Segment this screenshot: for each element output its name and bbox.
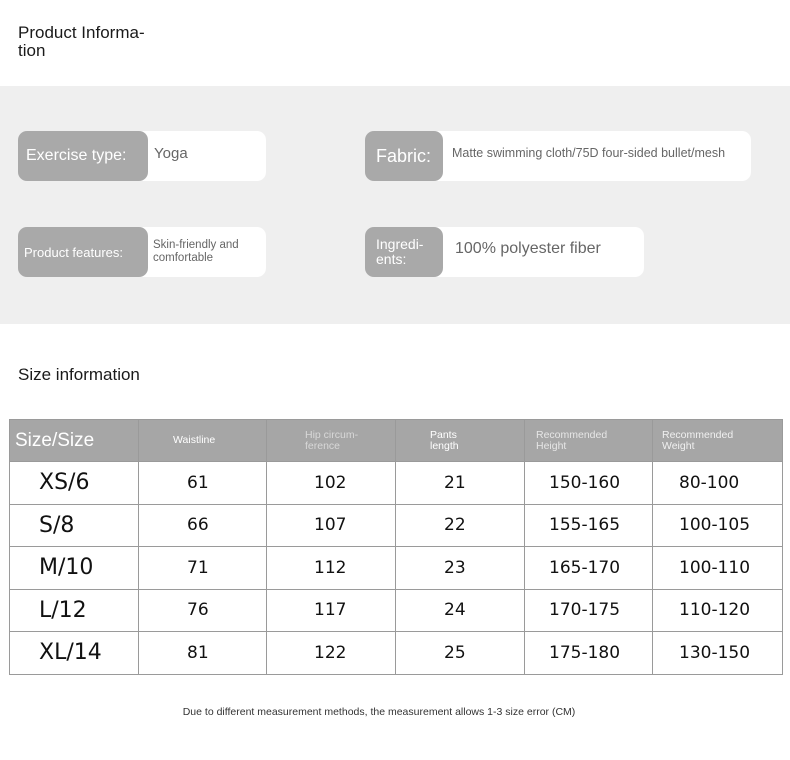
hip-cell: 117 xyxy=(267,589,396,632)
exercise-type-field xyxy=(18,131,266,181)
weight-cell: 110-120 xyxy=(653,589,783,632)
height-cell: 150-160 xyxy=(525,462,653,505)
pants-length-cell: 25 xyxy=(396,632,525,675)
table-row xyxy=(10,462,783,505)
fabric-field xyxy=(365,131,751,181)
size-cell: S/8 xyxy=(10,504,139,547)
recommended-height-header: Recommended Height xyxy=(525,420,653,462)
weight-cell: 80-100 xyxy=(653,462,783,505)
weight-cell: 100-105 xyxy=(653,504,783,547)
hip-cell: 102 xyxy=(267,462,396,505)
size-cell: M/10 xyxy=(10,547,139,590)
product-features-field xyxy=(18,227,266,277)
pants-length-cell: 24 xyxy=(396,589,525,632)
pants-length-cell: 23 xyxy=(396,547,525,590)
size-cell: L/12 xyxy=(10,589,139,632)
table-row xyxy=(10,632,783,675)
weight-cell: 130-150 xyxy=(653,632,783,675)
table-row xyxy=(10,589,783,632)
size-cell: XL/14 xyxy=(10,632,139,675)
waistline-cell: 81 xyxy=(139,632,267,675)
size-cell: XS/6 xyxy=(10,462,139,505)
hip-cell: 107 xyxy=(267,504,396,547)
size-table xyxy=(9,419,783,675)
hip-cell: 122 xyxy=(267,632,396,675)
exercise-type-value: Yoga xyxy=(138,131,266,181)
pants-length-cell: 21 xyxy=(396,462,525,505)
ingredients-label: Ingredi- ents: xyxy=(365,227,443,277)
waistline-cell: 66 xyxy=(139,504,267,547)
table-row xyxy=(10,504,783,547)
waistline-cell: 61 xyxy=(139,462,267,505)
height-cell: 165-170 xyxy=(525,547,653,590)
product-info-panel xyxy=(0,86,790,324)
exercise-type-label: Exercise type: xyxy=(18,131,148,181)
height-cell: 155-165 xyxy=(525,504,653,547)
hip-header: Hip circum- ference xyxy=(267,420,396,462)
waistline-cell: 71 xyxy=(139,547,267,590)
product-features-label: Product features: xyxy=(18,227,148,277)
fabric-value: Matte swimming cloth/75D four-sided bullet/mesh xyxy=(433,131,751,181)
product-features-value: Skin-friendly and comfortable xyxy=(138,227,266,277)
hip-cell: 112 xyxy=(267,547,396,590)
size-header: Size/Size xyxy=(10,420,139,462)
height-cell: 170-175 xyxy=(525,589,653,632)
weight-cell: 100-110 xyxy=(653,547,783,590)
measurement-footnote: Due to different measurement methods, the measurement allows 1-3 size error (CM) xyxy=(182,706,576,718)
recommended-weight-header: Recommended Weight xyxy=(653,420,783,462)
ingredients-value: 100% polyester fiber xyxy=(433,227,644,277)
product-info-title: Product Informa- tion xyxy=(18,23,145,60)
size-info-title: Size information xyxy=(18,365,140,384)
waistline-header: Waistline xyxy=(139,420,267,462)
table-row xyxy=(10,547,783,590)
waistline-cell: 76 xyxy=(139,589,267,632)
pants-length-header: Pants length xyxy=(396,420,525,462)
ingredients-field xyxy=(365,227,644,277)
size-table-header-row xyxy=(10,420,783,462)
height-cell: 175-180 xyxy=(525,632,653,675)
pants-length-cell: 22 xyxy=(396,504,525,547)
fabric-label: Fabric: xyxy=(365,131,443,181)
